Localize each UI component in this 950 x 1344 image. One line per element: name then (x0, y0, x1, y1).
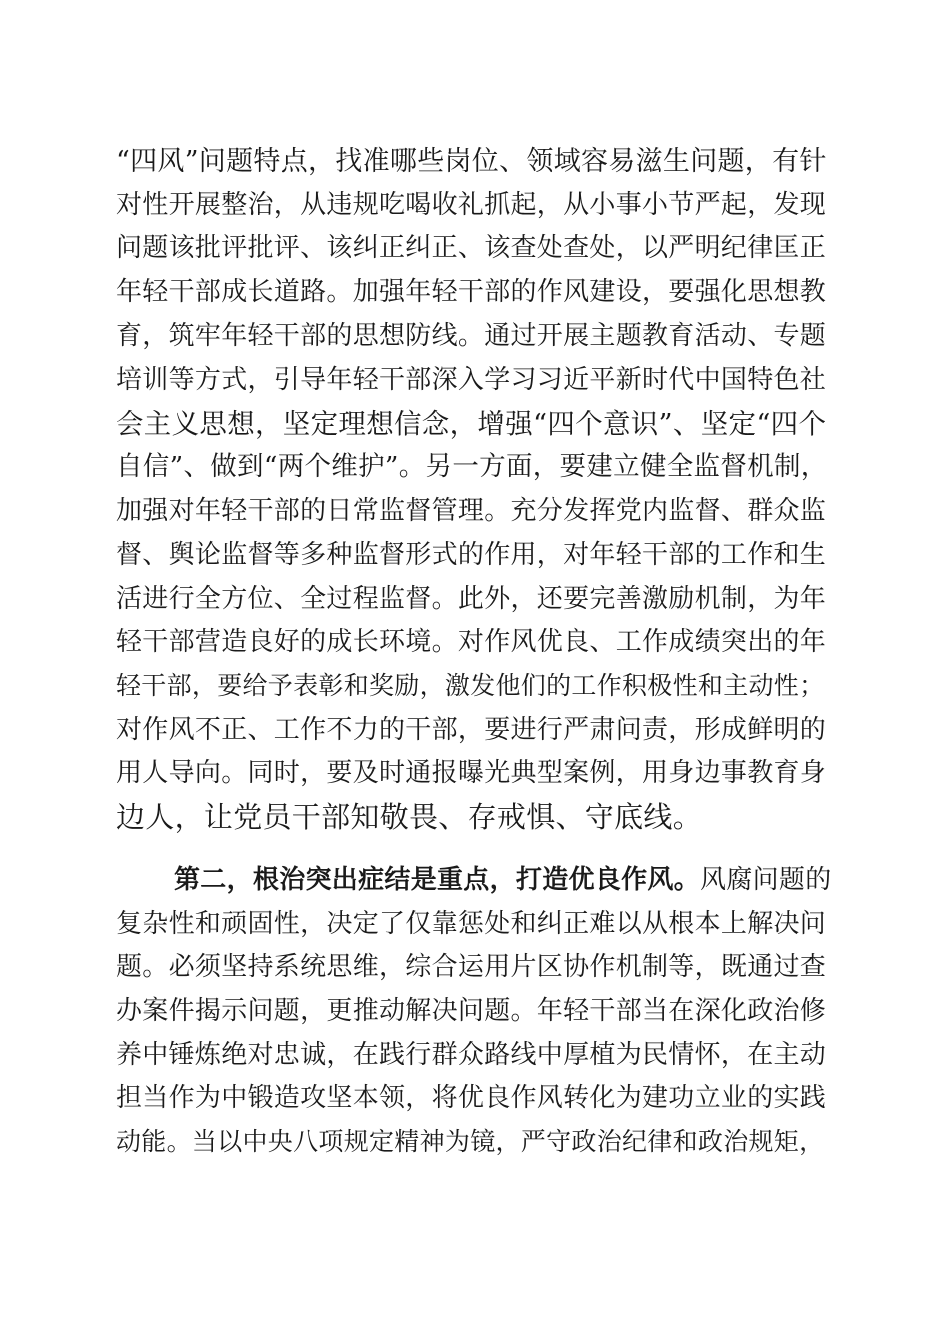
paragraph-1-line: 用人导向。同时，要及时通报曝光典型案例，用身边事教育身 (116, 758, 827, 788)
paragraph-1-line: 问题该批评批评、该纠正纠正、该查处查处，以严明纪律匡正 (116, 233, 827, 263)
paragraph-1-line: 培训等方式，引导年轻干部深入学习习近平新时代中国特色社 (116, 365, 827, 395)
paragraph-1-line: 加强对年轻干部的日常监督管理。充分发挥党内监督、群众监 (116, 496, 827, 526)
paragraph-1-line: 边人，让党员干部知敬畏、存戒惧、守底线。 (116, 800, 703, 834)
paragraph-1-line: 年轻干部成长道路。加强年轻干部的作风建设，要强化思想教 (116, 277, 827, 307)
paragraph-2-first-line (174, 860, 836, 900)
paragraph-2-line: 复杂性和顽固性，决定了仅靠惩处和纠正难以从根本上解决问 (116, 909, 827, 939)
paragraph-1-line: “四风”问题特点，找准哪些岗位、领域容易滋生问题，有针 (116, 146, 827, 177)
paragraph-1-line: 督、舆论监督等多种监督形式的作用，对年轻干部的工作和生 (116, 540, 827, 570)
paragraph-1-line: 自信”、做到“两个维护”。另一方面，要建立健全监督机制， (116, 451, 828, 482)
paragraph-2-line: 担当作为中锻造攻坚本领，将优良作风转化为建功立业的实践 (116, 1083, 827, 1113)
paragraph-2-line: 题。必须坚持系统思维，综合运用片区协作机制等，既通过查 (116, 952, 827, 982)
paragraph-1-line: 轻干部营造良好的成长环境。对作风优良、工作成绩突出的年 (116, 627, 827, 657)
paragraph-2-line: 办案件揭示问题，更推动解决问题。年轻干部当在深化政治修 (116, 996, 827, 1026)
paragraph-2-line: 动能。当以中央八项规定精神为镜，严守政治纪律和政治规矩， (116, 1127, 825, 1156)
paragraph-1-line: 对性开展整治，从违规吃喝收礼抓起，从小事小节严起，发现 (116, 190, 827, 220)
paragraph-1-line: 活进行全方位、全过程监督。此外，还要完善激励机制，为年 (116, 584, 827, 614)
paragraph-1-line: 会主义思想，坚定理想信念，增强“四个意识”、坚定“四个 (116, 408, 827, 440)
paragraph-1-line: 育，筑牢年轻干部的思想防线。通过开展主题教育活动、专题 (116, 321, 827, 351)
paragraph-1-line: 对作风不正、工作不力的干部，要进行严肃问责，形成鲜明的 (116, 715, 827, 745)
section-heading: 第二，根治突出症结是重点，打造优良作风。 (174, 865, 701, 895)
paragraph-2-first-line-text: 风腐问题的 (700, 865, 832, 895)
paragraph-2-line: 养中锤炼绝对忠诚，在践行群众路线中厚植为民情怀，在主动 (116, 1040, 827, 1070)
paragraph-1-line: 轻干部，要给予表彰和奖励，激发他们的工作积极性和主动性； (116, 671, 825, 700)
